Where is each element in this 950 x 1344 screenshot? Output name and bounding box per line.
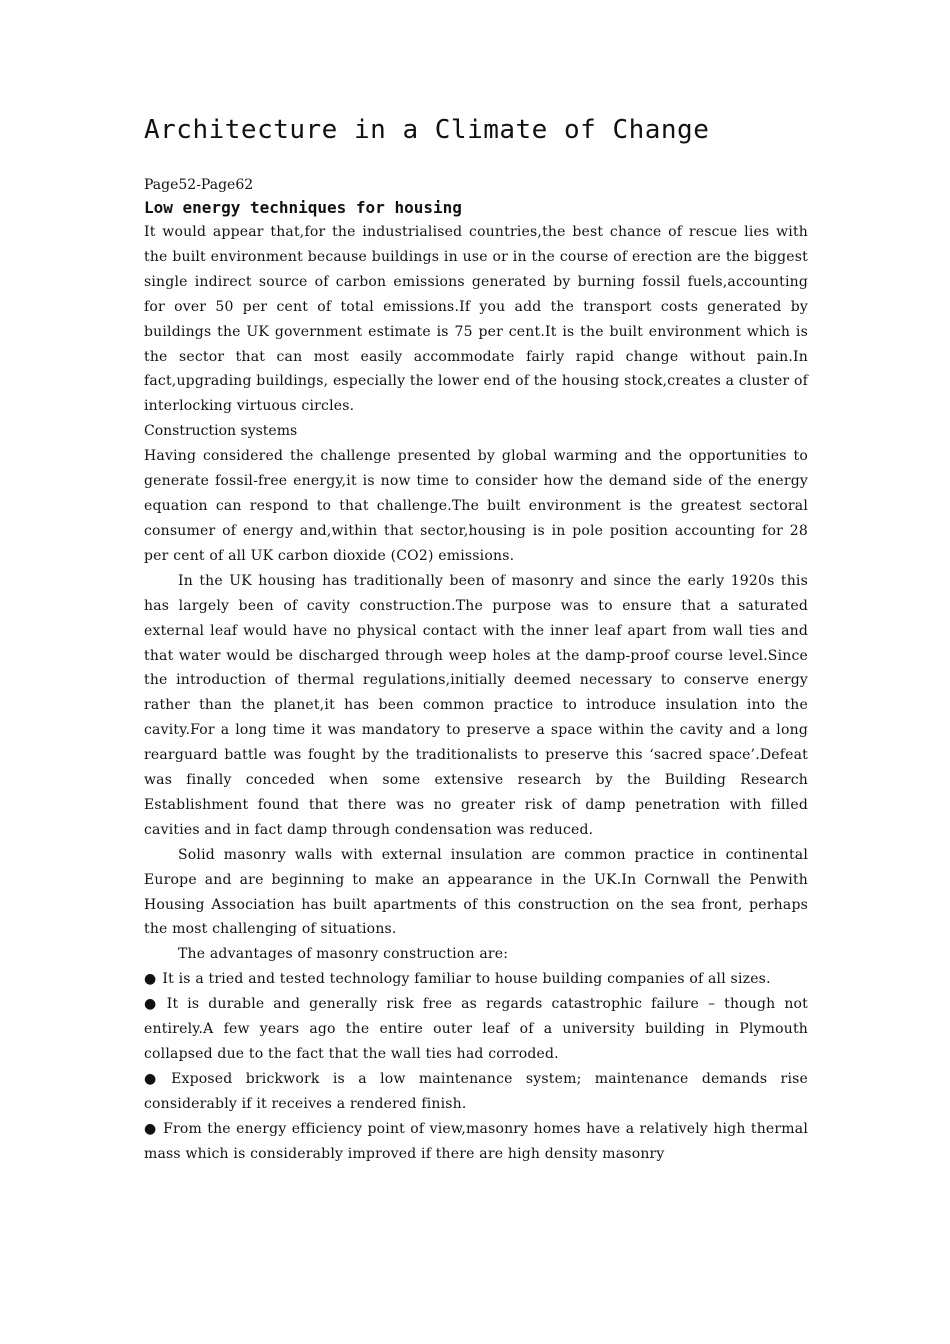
bullet-icon: ● <box>144 1120 158 1137</box>
list-item <box>144 1067 808 1117</box>
page-range: Page52-Page62 <box>144 177 254 193</box>
intro-paragraph: It would appear that,for the industrialised countries,the best chance of rescue lies with the built environment because buildings in use or in the course of erection are the biggest single indirect source of carbon emissions generated by burning fossil fuels,accounting for over 50 per cent of total emissions.If you add the transport costs generated by buildings the UK government estimate is 75 per cent.It is the built environment which is the sector that can most easily accommodate fairly rapid change without pain.In fact,upgrading buildings, especially the lower end of the housing stock,creates a cluster of interlocking virtuous circles. <box>144 224 808 415</box>
section-heading: Construction systems <box>144 423 298 440</box>
bullet-icon: ● <box>144 1070 166 1087</box>
list-item <box>144 967 808 992</box>
list-item-text: It is a tried and tested technology familiar to house building companies of all sizes. <box>162 971 771 988</box>
advantages-list <box>144 967 808 1166</box>
paragraph-1: Having considered the challenge presented by global warming and the opportunities to generate fossil-free energy,it is now time to consider how the demand side of the energy equation can respond to that challenge.The built environment is the greatest sectoral consumer of energy and,within that sector,housing is in pole position accounting for 28 per cent of all UK carbon dioxide (CO2) emissions. <box>144 448 808 564</box>
document-title: Architecture in a Climate of Change <box>144 115 710 145</box>
list-item-text: From the energy efficiency point of view,masonry homes have a relatively high thermal mass which is considerably improved if there are high density masonry <box>144 1120 809 1162</box>
document-page <box>144 108 808 1167</box>
paragraph-2: In the UK housing has traditionally been of masonry and since the early 1920s this has largely been of cavity construction.The purpose was to ensure that a saturated external leaf would have no physical contact with the inner leaf apart from wall ties and that water would be discharged through weep holes at the damp-proof course level.Since the introduction of thermal regulations,initially deemed necessary to conserve energy rather than the planet,it has been common practice to introduce insulation into the cavity.For a long time it was mandatory to preserve a space within the cavity and a long rearguard battle was fought by the traditionalists to preserve this ‘sacred space’.Defeat was finally conceded when some extensive research by the Building Research Establishment found that there was no greater risk of damp penetration with filled cavities and in fact damp through condensation was reduced. <box>144 572 808 838</box>
list-item-text: It is durable and generally risk free as regards catastrophic failure – though not entirely.A few years ago the entire outer leaf of a university building in Plymouth collapsed due to the fact that the wall ties had corroded. <box>144 996 808 1062</box>
bullet-icon: ● <box>144 971 157 988</box>
paragraph-3: Solid masonry walls with external insulation are common practice in continental Europe and are beginning to make an appearance in the UK.In Cornwall the Penwith Housing Association has built apartments of this construction on the sea front, perhaps the most challenging of situations. <box>144 846 808 938</box>
list-item <box>144 992 808 1067</box>
bullet-icon: ● <box>144 996 161 1013</box>
paragraph-4: The advantages of masonry construction are: <box>178 946 509 963</box>
list-item-text: Exposed brickwork is a low maintenance system; maintenance demands rise considerably if it receives a rendered finish. <box>144 1070 808 1112</box>
list-item <box>144 1117 808 1167</box>
chapter-subtitle: Low energy techniques for housing <box>144 198 462 217</box>
